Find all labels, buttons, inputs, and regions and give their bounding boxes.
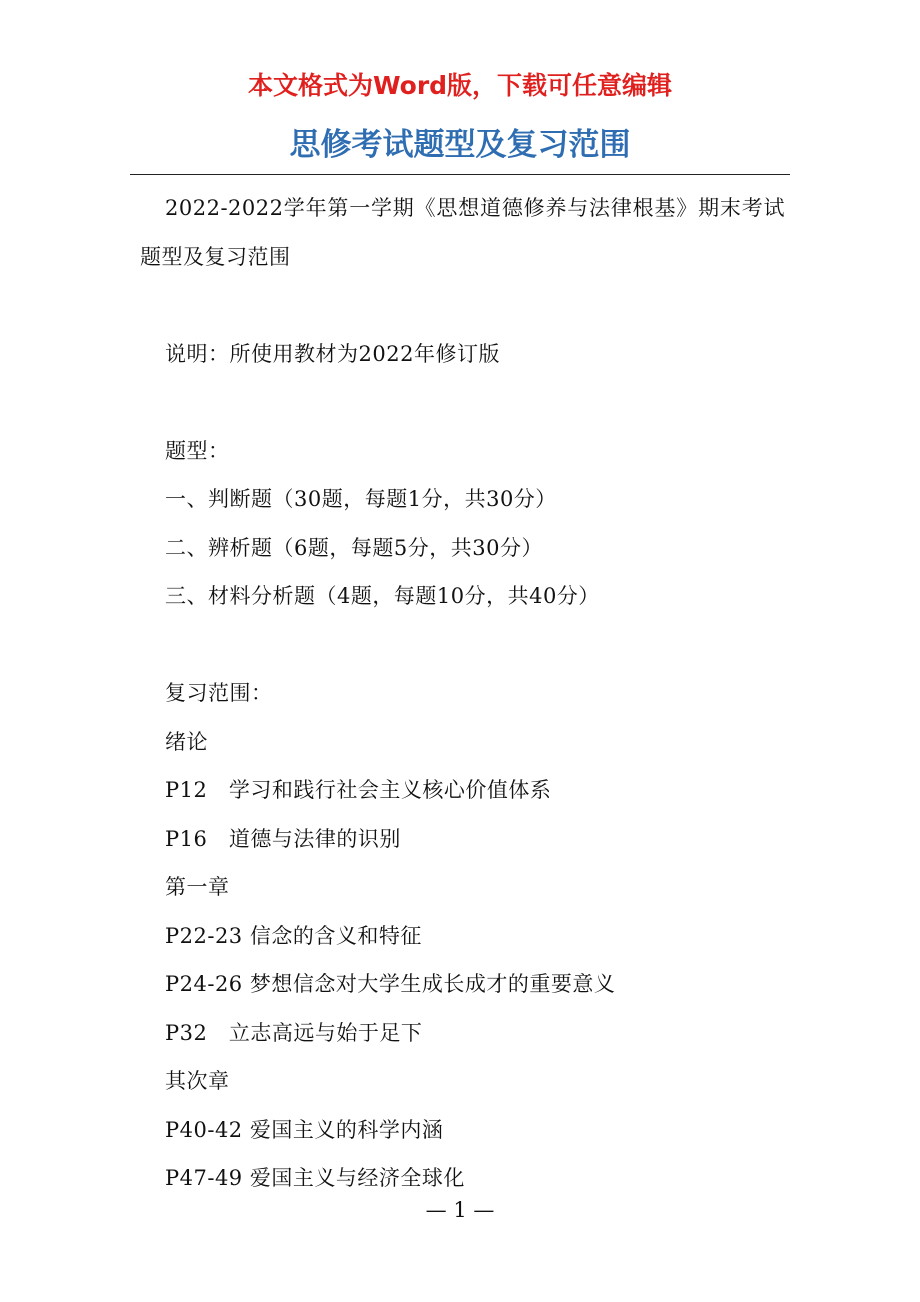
scope-chapter: 其次章 [165, 1069, 230, 1093]
scope-item: P12 学习和践行社会主义核心价值体系 [165, 778, 552, 802]
question-type-item: 三、材料分析题（4题，每题10分，共40分） [165, 584, 600, 608]
title-divider [130, 174, 790, 175]
intro-paragraph: 2022-2022学年第一学期《思想道德修养与法律根基》期末考试题型及复习范围 [140, 196, 785, 269]
spacer [140, 378, 785, 427]
scope-item: P32 立志高远与始于足下 [165, 1020, 423, 1045]
scope-item: P16 道德与法律的识别 [165, 826, 401, 851]
scope-item: P47-49 爱国主义与经济全球化 [165, 1166, 465, 1190]
scope-chapter: 第一章 [165, 875, 230, 899]
question-type-item: 一、判断题（30题，每题1分，共30分） [165, 487, 557, 511]
question-types-heading: 题型： [165, 438, 230, 463]
spacer [140, 621, 785, 670]
page-number: — 1 — [425, 1198, 495, 1222]
spacer [140, 281, 785, 330]
scope-chapter: 绪论 [165, 729, 208, 754]
conversion-banner: 本文格式为Word版，下载可任意编辑 [247, 71, 673, 100]
scope-item: P24-26 梦想信念对大学生成长成才的重要意义 [165, 972, 616, 996]
question-type-item: 二、辨析题（6题，每题5分，共30分） [165, 535, 543, 560]
scope-item: P40-42 爱国主义的科学内涵 [165, 1117, 444, 1142]
scope-item: P22-23 信念的含义和特征 [165, 923, 422, 948]
document-body [140, 184, 785, 1203]
document-title: 思修考试题型及复习范围 [289, 127, 631, 163]
review-scope-heading: 复习范围： [165, 681, 273, 705]
textbook-note: 说明：所使用教材为2022年修订版 [165, 341, 500, 366]
